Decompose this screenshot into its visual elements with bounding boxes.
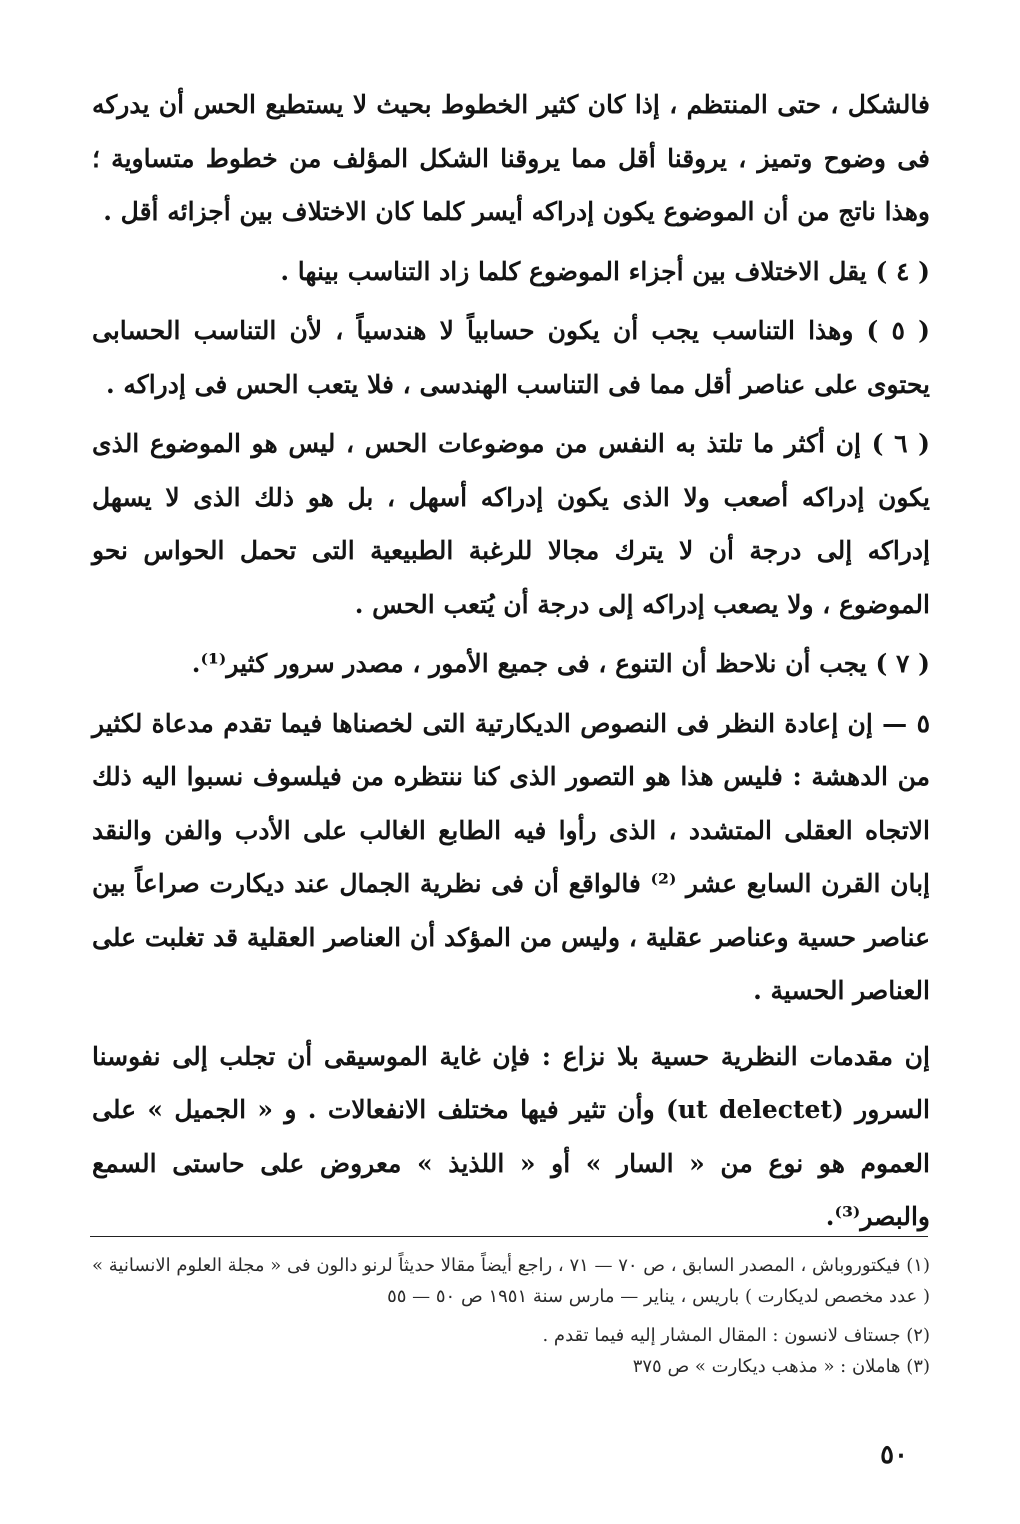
paragraph-point-4: ( ٤ ) يقل الاختلاف بين أجزاء الموضوع كلما زاد التناسب بينها .	[280, 256, 930, 286]
paragraph-point-5: ( ٥ ) وهذا التناسب يجب أن يكون حسابياً لا هندسياً ، لأن التناسب الحسابى يحتوى على عناصر أقل مما فى التناسب الهندسى ، فلا يتعب الحس فى إدراكه .	[92, 316, 930, 399]
footnote-3: (٣) هاملان : « مذهب ديكارت » ص ٣٧٥	[632, 1356, 930, 1377]
page-number: ٥٠	[880, 1440, 908, 1470]
paragraph-continuation: فالشكل ، حتى المنتظم ، إذا كان كثير الخطوط بحيث لا يستطيع الحس أن يدركه فى وضوح وتميز ، يروقنا أقل مما يروقنا الشكل المؤلف من خطوط متساوية ؛ وهذا ناتج من أن الموضوع يكون إدراكه أيسر كلما كان الاختلاف بين أجزائه أقل .	[92, 90, 930, 226]
paragraph-point-7: ( ٧ ) يجب أن نلاحظ أن التنوع ، فى جميع الأمور ، مصدر سرور كثير⁽¹⁾.	[191, 649, 930, 678]
footnote-1: (١) فيكتوروباش ، المصدر السابق ، ص ٧٠ — ٧١ ، راجع أيضاً مقالا حديثاً لرنو دالون فى « مجلة العلوم الانسانية » ( عدد مخصص لديكارت ) باريس ، يناير — مارس سنة ١٩٥١ ص ٥٠ — ٥٥	[92, 1255, 930, 1307]
paragraph-section-5: ٥ — إن إعادة النظر فى النصوص الديكارتية التى لخصناها فيما تقدم مدعاة لكثير من الدهشة : فليس هذا هو التصور الذى كنا ننتظره من فيلسوف نسبوا اليه ذلك الاتجاه العقلى المتشدد ، الذى رأوا فيه الطابع الغالب على الأدب والفن والنقد إبان القرن السابع عشر ⁽²⁾ فالواقع أن فى نظرية الجمال عند ديكارت صراعاً بين عناصر حسية وعناصر عقلية ، وليس من المؤكد أن العناصر العقلية قد تغلبت على العناصر الحسية .	[92, 708, 930, 1005]
main-text	[92, 78, 930, 1244]
footnote-2: (٢) جستاف لانسون : المقال المشار إليه فيما تقدم .	[542, 1325, 930, 1346]
paragraph-point-6: ( ٦ ) إن أكثر ما تلتذ به النفس من موضوعات الحس ، ليس هو الموضوع الذى يكون إدراكه أصعب ولا الذى يكون إدراكه أسهل ، بل هو ذلك الذى لا يسهل إدراكه إلى درجة أن لا يترك مجالا للرغبة الطبيعية التى تحمل الحواس نحو الموضوع ، ولا يصعب إدراكه إلى درجة أن يُتعب الحس .	[92, 429, 930, 619]
footnote-divider	[90, 1236, 928, 1237]
footnotes	[92, 1250, 930, 1382]
paragraph-premises: إن مقدمات النظرية حسية بلا نزاع : فإن غاية الموسيقى أن تجلب إلى نفوسنا السرور (ut delectet) وأن تثير فيها مختلف الانفعالات . و « الجميل » على العموم هو نوع من « السار » أو « اللذيذ » معروض على حاستى السمع والبصر⁽³⁾.	[92, 1041, 930, 1231]
